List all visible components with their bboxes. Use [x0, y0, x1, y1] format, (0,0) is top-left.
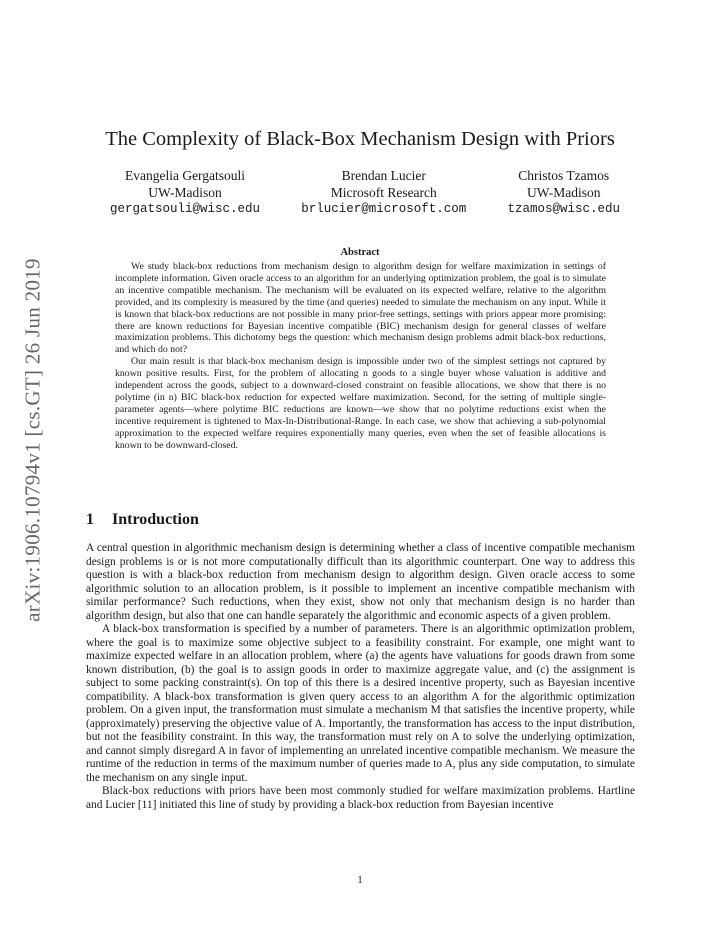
abstract-heading: Abstract — [340, 247, 380, 258]
author-block — [507, 168, 620, 218]
author-affiliation: UW-Madison — [148, 184, 222, 200]
author-email: brlucier@microsoft.com — [301, 202, 467, 216]
body-paragraph: Black-box reductions with priors have been most commonly studied for welfare maximization problems. Hartline and Lucier [11] initiated this line of study by providing a black-box reduction from Bayesian incentive — [86, 785, 635, 811]
author-name: Brendan Lucier — [341, 168, 426, 183]
body-paragraph: A central question in algorithmic mechanism design is determining whether a class of incentive compatible mechanism design problems is or is not more computationally difficult than its algorithmic counterpart. One way to address this question is with a black-box reduction from mechanism design to algorithm design. Given oracle access to some algorithmic solution to an allocation problem, is it possible to implement an incentive compatible mechanism with similar performance? Such reductions, when they exist, show not only that mechanism design is no harder than algorithm design, but also that one can handle separately the algorithmic and economic aspects of a given problem. — [86, 542, 635, 622]
arxiv-identifier-text: arXiv:1906.10794v1 [cs.GT] 26 Jun 2019 — [20, 258, 45, 622]
introduction-body — [86, 542, 635, 812]
author-name: Evangelia Gergatsouli — [124, 168, 246, 183]
author-email: gergatsouli@wisc.edu — [110, 202, 261, 216]
author-email: tzamos@wisc.edu — [507, 202, 620, 216]
author-affiliation: Microsoft Research — [330, 184, 437, 200]
section-number: 1 — [86, 511, 94, 528]
abstract-paragraph: Our main result is that black-box mechanism design is impossible under two of the simplest settings not captured by known positive results. First, for the problem of allocating n goods to a single buyer whose valuation is additive and independent across the goods, subject to a downward-closed constraint on feasible allocations, we show that there is no polytime (in n) BIC black-box reduction for expected welfare maximization. Second, for the setting of multiple single-parameter agents—where polytime BIC reductions are known—we show that no polytime reductions exist when the incentive requirement is tightened to Max-In-Distributional-Range. In each case, we show that achieving a sub-polynomial approximation to the expected welfare requires exponentially many queries, even when the set of feasible allocations is known to be downward-closed. — [115, 356, 606, 451]
arxiv-identifier — [18, 240, 48, 640]
body-paragraph: A black-box transformation is specified by a number of parameters. There is an algorithmic optimization problem, where the goal is to maximize some objective subject to a feasibility constraint. For example, one might want to maximize expected welfare in an allocation problem, where (a) the agents have valuations for goods drawn from some known distribution, (b) the goal is to assign goods in order to maximize aggregate value, and (c) the assignment is subject to some packing constraint(s). On top of this there is a desired incentive property, such as Bayesian incentive compatibility. A black-box transformation is given query access to an algorithm A for the algorithmic optimization problem. On a given input, the transformation must simulate a mechanism M that satisfies the incentive property, while (approximately) preserving the objective value of A. Importantly, the transformation has access to the input distribution, but not the feasibility constraint. In this way, the transformation must rely on A to solve the underlying optimization, and cannot simply disregard A in favor of implementing an unrelated incentive compatible mechanism. We measure the runtime of the reduction in terms of the maximum number of queries made to A, plus any side computation, to simulate the mechanism on any single input. — [86, 623, 635, 784]
paper-title: The Complexity of Black-Box Mechanism Design with Priors — [105, 128, 615, 150]
section-title: Introduction — [112, 511, 199, 528]
author-block — [301, 168, 466, 218]
abstract-paragraph: We study black-box reductions from mechanism design to algorithm design for welfare maximization in settings of incomplete information. Given oracle access to an algorithm for an underlying optimization problem, the goal is to simulate an incentive compatible mechanism. The mechanism will be evaluated on its expected welfare, relative to the algorithm provided, and its complexity is measured by the time (and queries) needed to simulate the mechanism on any input. While it is known that black-box reductions are not possible in many prior-free settings, settings with priors appear more promising: there are known reductions for Bayesian incentive compatible (BIC) mechanism design for general classes of welfare maximization problems. This dichotomy begs the question: which mechanism design problems admit black-box reductions, and which do not? — [115, 261, 606, 356]
author-block — [110, 168, 260, 218]
abstract-body — [115, 261, 606, 452]
author-list — [110, 168, 620, 218]
section-heading — [86, 511, 199, 529]
author-affiliation: UW-Madison — [526, 184, 601, 200]
page-number: 1 — [357, 874, 363, 886]
author-name: Christos Tzamos — [518, 168, 610, 183]
